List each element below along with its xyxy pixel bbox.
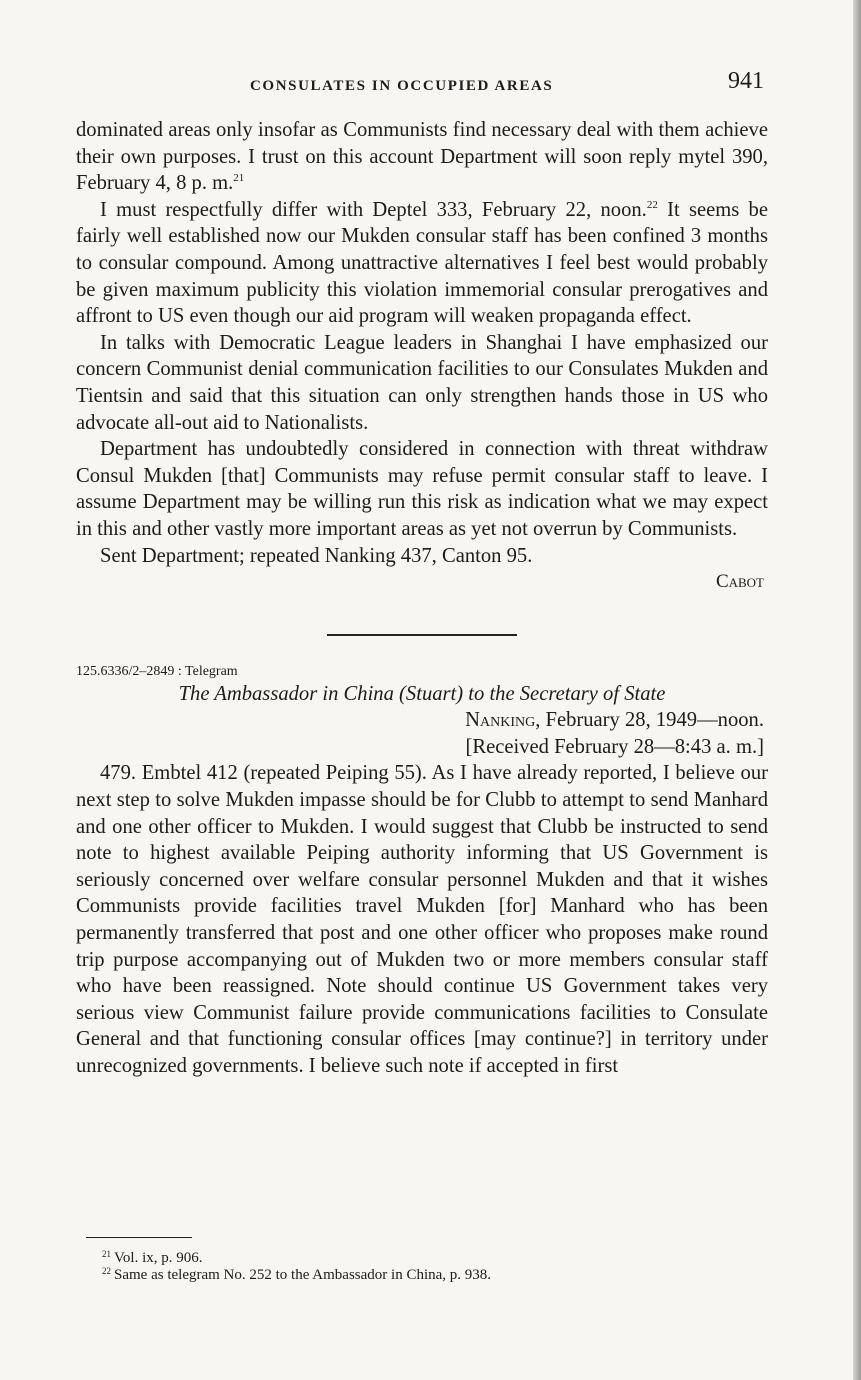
footnote-ref: 21	[233, 172, 245, 185]
date-text: , February 28, 1949—noon.	[535, 709, 764, 732]
document-reference: 125.6336/2–2849 : Telegram	[76, 663, 238, 679]
heading-text: The Ambassador in China (	[178, 682, 406, 705]
footnote-text: Same as telegram No. 252 to the Ambassador in China, p. 938.	[114, 1267, 492, 1283]
footnotes	[102, 1250, 722, 1284]
footnote	[102, 1267, 722, 1284]
paragraph-text: I must respectfully differ with Deptel 333, February 22, noon.	[100, 198, 647, 221]
footnote	[102, 1250, 722, 1267]
paragraph: Sent Department; repeated Nanking 437, Canton 95.	[100, 544, 533, 567]
received-line: [Received February 28—8:43 a. m.]	[465, 735, 764, 758]
document-heading	[76, 681, 768, 708]
paragraph	[76, 197, 768, 330]
heading-name: Stuart	[405, 682, 457, 705]
footnote-ref: 22	[646, 198, 658, 211]
paragraph	[76, 117, 768, 197]
paragraph: 479. Embtel 412 (repeated Peiping 55). As I have already reported, I believe our next step to solve Mukden impasse should be for Clubb to attempt to send Manhard and one other officer to Mukden. I would suggest that Clubb be instructed to send note to highest available Peiping authority informing that US Government is seriously concerned over welfare consular personnel Mukden and that it wishes Communists provide facilities travel Mukden [for] Manhard who has been permanently transferred that post and one other officer who proposes make round trip purpose accompanying out of Mukden two or more members consular staff who have been reassigned. Note should continue US Government takes very serious view Communist failure provide communications facilities to Consulate General and that functioning consular offices [may continue?] in territory under unrecognized governments. I believe such note if accepted in first	[76, 762, 768, 1077]
heading-text: ) to the Secretary of State	[456, 682, 666, 705]
running-head: CONSULATES IN OCCUPIED AREAS	[250, 78, 554, 94]
page-header	[78, 66, 768, 106]
page-body	[76, 117, 768, 1080]
paragraph: In talks with Democratic League leaders in Shanghai I have emphasized our concern Communist denial communication facilities to our Consulates Mukden and Tientsin and said that this situation can only strengthen hands those in US who advocate all-out aid to Nationalists.	[76, 331, 768, 434]
paragraph-text: It seems be fairly well established now our Mukden consular staff has been confined 3 months to consular compound. Among unattractive alternatives I feel best would probably be given maximum publicity this violation immemorial consular prerogatives and affront to US even though our aid program will weaken propaganda effect.	[76, 198, 768, 328]
footnote-divider	[86, 1237, 192, 1238]
paragraph: Department has undoubtedly considered in connection with threat withdraw Consul Mukden [that] Communists may refuse permit consular staff to leave. I assume Department may be willing run this risk as indication what we may expect in this and other vastly more important areas as yet not overrun by Communists.	[76, 438, 768, 540]
place-name: Nanking	[465, 709, 536, 732]
dateline	[76, 707, 768, 734]
paragraph-text: dominated areas only insofar as Communists find necessary deal with them achieve their own purposes. I trust on this account Department will soon reply mytel 390, February 4, 8 p. m.	[76, 119, 768, 195]
footnote-mark: 21	[102, 1249, 111, 1259]
page-number: 941	[728, 68, 764, 94]
signature: Cabot	[715, 571, 764, 593]
footnote-mark: 22	[102, 1266, 111, 1276]
section-divider	[327, 634, 517, 636]
page-edge	[853, 0, 861, 1380]
footnote-text: Vol. ix, p. 906.	[114, 1250, 203, 1266]
